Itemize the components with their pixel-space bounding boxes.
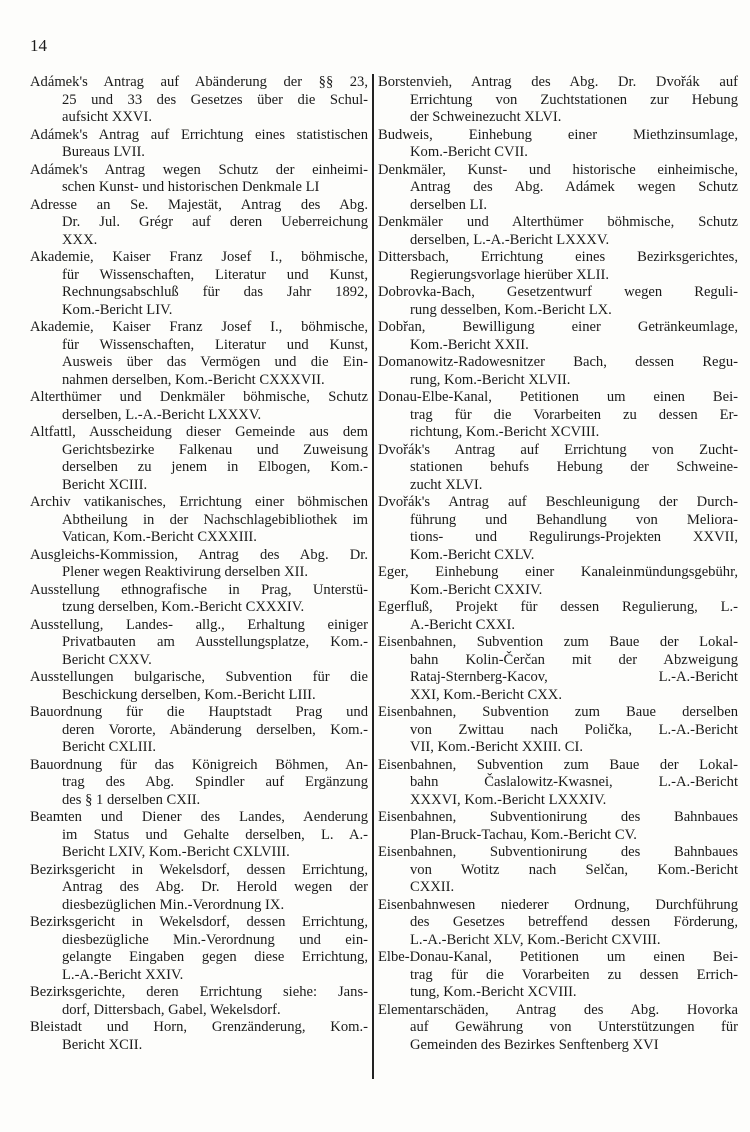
index-entry-heading-line: Dobrovka-Bach, Gesetzentwurf wegen Reguli-	[378, 284, 738, 300]
index-entry-continuation-line: aufsicht XXVI.	[62, 109, 152, 125]
index-entry	[378, 599, 738, 634]
index-entry-heading-line: Denkmäler und Alterthümer böhmische, Schutz	[378, 214, 738, 230]
index-entry-continuation-line: deren Vororte, Abänderung derselben, Kom.-	[62, 721, 368, 738]
index-entry-heading-line: Eisenbahnen, Subventionirung des Bahnbaues	[378, 809, 738, 825]
index-entry-heading-line: Eisenbahnen, Subventionirung des Bahnbaues	[378, 844, 738, 860]
index-entry-continuation-line: richtung, Kom.-Bericht XCVIII.	[410, 424, 600, 440]
index-entry-continuation-line: von Zwittau nach Polička, L.-A.-Bericht	[410, 721, 738, 738]
index-entry-continuation-line: Bericht XCII.	[62, 1036, 143, 1053]
index-entry-heading-line: Adámek's Antrag wegen Schutz der einheimi-	[30, 161, 368, 178]
index-entry-continuation-line: Plan-Bruck-Tachau, Kom.-Bericht CV.	[410, 826, 637, 843]
index-entry-heading-line: Eger, Einhebung einer Kanaleinmündungsgebühr,	[378, 564, 738, 580]
index-entry-continuation-line: trag für die Vorarbeiten zu dessen Er-	[410, 406, 738, 423]
index-entry-heading-line: Bezirksgerichte, deren Errichtung siehe: Jans-	[30, 984, 368, 1000]
index-entry-continuation-line: für Wissenschaften, Literatur und Kunst,	[62, 336, 368, 353]
index-entry	[30, 249, 368, 319]
index-entry-heading-line: Akademie, Kaiser Franz Josef I., böhmische,	[30, 249, 368, 265]
index-entry-continuation-line: Kom.-Bericht LIV.	[62, 301, 173, 318]
index-entry-heading-line: Dvořák's Antrag auf Errichtung von Zucht-	[378, 441, 738, 458]
index-entry-heading-line: Ausstellungen bulgarische, Subvention für die	[30, 669, 368, 685]
index-column-left	[30, 74, 368, 1054]
index-entry-continuation-line: Dr. Jul. Grégr auf deren Ueberreichung	[62, 214, 368, 230]
index-entry	[378, 214, 738, 249]
index-entry	[378, 162, 738, 215]
index-entry	[30, 424, 368, 494]
index-entry-continuation-line: XXXVI, Kom.-Bericht LXXXIV.	[410, 791, 607, 808]
index-entry-continuation-line: CXXII.	[410, 879, 455, 895]
index-entry-heading-line: Alterthümer und Denkmäler böhmische, Schutz	[30, 389, 368, 405]
index-entry-continuation-line: VII, Kom.-Bericht XXIII. CI.	[410, 739, 584, 755]
index-entry-heading-line: Domanowitz-Radowesnitzer Bach, dessen Regu-	[378, 354, 738, 370]
index-entry-continuation-line: A.-Bericht CXXI.	[410, 616, 515, 633]
index-entry	[378, 389, 738, 442]
index-entry	[378, 564, 738, 599]
index-entry	[378, 757, 738, 810]
index-entry-continuation-line: rung, Kom.-Bericht XLVII.	[410, 371, 571, 388]
index-entry	[30, 162, 368, 197]
index-entry-heading-line: Adresse an Se. Majestät, Antrag des Abg.	[30, 196, 368, 213]
index-entry-continuation-line: derselben LI.	[410, 196, 487, 213]
index-entry-continuation-line: bahn Časlalowitz-Kwasnei, L.-A.-Bericht	[410, 774, 738, 790]
index-entry-heading-line: Egerfluß, Projekt für dessen Regulierung, L.-	[378, 599, 738, 615]
index-entry-continuation-line: auf Gewährung von Unterstützungen für	[410, 1019, 738, 1035]
index-entry	[30, 617, 368, 670]
index-entry-heading-line: Borstenvieh, Antrag des Abg. Dr. Dvořák auf	[378, 74, 738, 90]
index-entry-heading-line: Archiv vatikanisches, Errichtung einer böhmischen	[30, 494, 368, 510]
index-entry-heading-line: Bauordnung für das Königreich Böhmen, An-	[30, 756, 368, 773]
index-entry-continuation-line: Kom.-Bericht CVII.	[410, 144, 528, 160]
page-number: 14	[30, 36, 47, 55]
index-entry-continuation-line: Gerichtsbezirke Falkenau und Zuweisung	[62, 441, 368, 458]
index-entry	[30, 862, 368, 915]
index-entry-continuation-line: Antrag des Abg. Dr. Herold wegen der	[62, 879, 368, 895]
index-entry	[378, 319, 738, 354]
index-entry-heading-line: Elementarschäden, Antrag des Abg. Hovorka	[378, 1001, 738, 1018]
index-entry	[378, 127, 738, 162]
index-entry	[30, 757, 368, 810]
index-entry-heading-line: Eisenbahnen, Subvention zum Baue der Lokal-	[378, 634, 738, 650]
index-entry-heading-line: Altfattl, Ausscheidung dieser Gemeinde aus dem	[30, 424, 368, 440]
index-entry-continuation-line: tung, Kom.-Bericht XCVIII.	[410, 984, 577, 1000]
index-entry-continuation-line: diesbezüglichen Min.-Verordnung IX.	[62, 896, 285, 913]
index-entry-continuation-line: derselben, L.-A.-Bericht LXXXV.	[62, 406, 262, 423]
index-entry-heading-line: Bezirksgericht in Wekelsdorf, dessen Errichtung,	[30, 914, 368, 930]
index-entry-continuation-line: Vatican, Kom.-Bericht CXXXIII.	[62, 529, 257, 545]
index-entry-continuation-line: des Gesetzes betreffend dessen Förderung,	[410, 914, 738, 930]
index-entry-heading-line: Ausstellung, Landes- allg., Erhaltung einiger	[30, 616, 368, 633]
index-entry-continuation-line: 25 und 33 des Gesetzes über die Schul-	[62, 91, 368, 108]
index-entry	[30, 669, 368, 704]
index-entry	[30, 494, 368, 547]
index-entry-continuation-line: Bericht CXLIII.	[62, 739, 157, 755]
index-entry-continuation-line: Ausweis über das Vermögen und die Ein-	[62, 354, 368, 370]
index-entry	[30, 319, 368, 389]
index-entry-continuation-line: Gemeinden des Bezirkes Senftenberg XVI	[410, 1036, 659, 1053]
index-entry	[30, 389, 368, 424]
index-entry-continuation-line: XXI, Kom.-Bericht CXX.	[410, 686, 562, 703]
index-entry	[30, 582, 368, 617]
index-entry-continuation-line: L.-A.-Bericht XLV, Kom.-Bericht CXVIII.	[410, 931, 661, 948]
index-entry	[378, 494, 738, 564]
index-entry-heading-line: Bleistadt und Horn, Grenzänderung, Kom.-	[30, 1019, 368, 1035]
index-entry-continuation-line: derselben zu jenem in Elbogen, Kom.-	[62, 459, 368, 475]
index-entry-continuation-line: tions- und Regulirungs-Projekten XXVII,	[410, 529, 738, 545]
index-entry-heading-line: Dvořák's Antrag auf Beschleunigung der Durch-	[378, 494, 738, 510]
index-entry	[30, 809, 368, 862]
index-entry-heading-line: Adámek's Antrag auf Errichtung eines statistischen	[30, 126, 368, 143]
index-entry-continuation-line: Bericht CXXV.	[62, 651, 152, 668]
index-entry	[378, 74, 738, 127]
index-entry-heading-line: Bezirksgericht in Wekelsdorf, dessen Errichtung,	[30, 861, 368, 878]
index-entry-continuation-line: Bureaus LVII.	[62, 144, 145, 160]
index-entry	[30, 704, 368, 757]
index-entry-heading-line: Adámek's Antrag auf Abänderung der §§ 23,	[30, 74, 368, 90]
index-entry-heading-line: Elbe-Donau-Kanal, Petitionen um einen Bei-	[378, 949, 738, 965]
index-entry-heading-line: Bauordnung für die Hauptstadt Prag und	[30, 704, 368, 720]
index-entry-heading-line: Dobřan, Bewilligung einer Getränkeumlage,	[378, 319, 738, 335]
index-entry-heading-line: Beamten und Diener des Landes, Aenderung	[30, 809, 368, 825]
index-entry-continuation-line: Rechnungsabschluß für das Jahr 1892,	[62, 284, 368, 300]
index-entry-continuation-line: Kom.-Bericht XXII.	[410, 336, 529, 353]
index-column-right	[378, 74, 738, 1054]
index-entry-continuation-line: für Wissenschaften, Literatur und Kunst,	[62, 266, 368, 283]
index-entry-heading-line: Eisenbahnen, Subvention zum Baue der Lokal-	[378, 756, 738, 773]
index-entry-heading-line: Dittersbach, Errichtung eines Bezirksgerichtes,	[378, 249, 738, 265]
index-entry-continuation-line: rung desselben, Kom.-Bericht LX.	[410, 301, 612, 318]
index-entry	[378, 949, 738, 1002]
index-entry-continuation-line: im Status und Gehalte derselben, L. A.-	[62, 826, 368, 843]
index-entry	[378, 897, 738, 950]
index-entry-continuation-line: von Wotitz nach Selčan, Kom.-Bericht	[410, 861, 738, 878]
index-entry-heading-line: Budweis, Einhebung einer Miethzinsumlage,	[378, 126, 738, 143]
index-entry-continuation-line: XXX.	[62, 231, 98, 248]
index-entry-continuation-line: Kom.-Bericht CXXIV.	[410, 581, 543, 598]
index-entry	[30, 74, 368, 127]
index-entry-heading-line: Eisenbahnen, Subvention zum Baue derselben	[378, 704, 738, 720]
index-entry-heading-line: Denkmäler, Kunst- und historische einheimische,	[378, 161, 738, 178]
index-entry	[378, 809, 738, 844]
index-entry-continuation-line: derselben, L.-A.-Bericht LXXXV.	[410, 231, 610, 248]
index-entry	[378, 634, 738, 704]
index-entry-continuation-line: bahn Kolin-Čerčan mit der Abzweigung	[410, 651, 738, 668]
index-entry	[378, 354, 738, 389]
index-entry-continuation-line: Bericht XCIII.	[62, 476, 148, 493]
index-entry-continuation-line: Abtheilung in der Nachschlagebibliothek im	[62, 511, 368, 528]
index-entry-continuation-line: zucht XLVI.	[410, 476, 483, 493]
index-entry-heading-line: Eisenbahnwesen niederer Ordnung, Durchführung	[378, 896, 738, 913]
index-entry-continuation-line: nahmen derselben, Kom.-Bericht CXXXVII.	[62, 371, 325, 388]
index-entry-continuation-line: Plener wegen Reaktivirung derselben XII.	[62, 564, 308, 580]
index-entry	[378, 704, 738, 757]
index-entry-continuation-line: führung und Behandlung von Meliora-	[410, 511, 738, 528]
index-entry-continuation-line: diesbezügliche Min.-Verordnung und ein-	[62, 931, 368, 948]
index-entry	[378, 249, 738, 284]
index-entry-continuation-line: Privatbauten am Ausstellungsplatze, Kom.-	[62, 634, 368, 650]
index-entry-heading-line: Ausstellung ethnografische in Prag, Unterstü-	[30, 581, 368, 598]
index-entry-continuation-line: Kom.-Bericht CXLV.	[410, 546, 535, 563]
index-entry-continuation-line: schen Kunst- und historischen Denkmale LI	[62, 179, 320, 195]
index-entry-continuation-line: trag für die Vorarbeiten zu dessen Errich-	[410, 966, 738, 983]
index-entry	[378, 1002, 738, 1055]
index-entry-continuation-line: stationen behufs Hebung der Schweine-	[410, 459, 738, 475]
index-entry-heading-line: Ausgleichs-Kommission, Antrag des Abg. Dr.	[30, 546, 368, 563]
index-entry	[30, 547, 368, 582]
index-entry-continuation-line: Errichtung von Zuchtstationen zur Hebung	[410, 91, 738, 108]
index-entry	[30, 1019, 368, 1054]
index-entry-continuation-line: Rataj-Sternberg-Kacov, L.-A.-Bericht	[410, 669, 738, 685]
index-entry	[30, 914, 368, 984]
index-entry	[30, 984, 368, 1019]
index-entry-continuation-line: Bericht LXIV, Kom.-Bericht CXLVIII.	[62, 844, 290, 860]
index-entry-continuation-line: des § 1 derselben CXII.	[62, 791, 201, 808]
index-entry-continuation-line: L.-A.-Bericht XXIV.	[62, 966, 184, 983]
index-entry-heading-line: Donau-Elbe-Kanal, Petitionen um einen Bei-	[378, 389, 738, 405]
index-entry-continuation-line: Antrag des Abg. Adámek wegen Schutz	[410, 179, 738, 195]
index-entry	[30, 197, 368, 250]
index-entry	[378, 844, 738, 897]
index-entry	[30, 127, 368, 162]
column-divider	[372, 74, 374, 1079]
index-entry-continuation-line: trag des Abg. Spindler auf Ergänzung	[62, 774, 368, 790]
index-entry-continuation-line: Regierungsvorlage hierüber XLII.	[410, 266, 609, 283]
index-entry	[378, 442, 738, 495]
index-entry-continuation-line: der Schweinezucht XLVI.	[410, 109, 562, 125]
index-entry-continuation-line: dorf, Dittersbach, Gabel, Wekelsdorf.	[62, 1001, 281, 1018]
index-entry	[378, 284, 738, 319]
index-entry-continuation-line: Beschickung derselben, Kom.-Bericht LIII.	[62, 686, 316, 703]
index-entry-heading-line: Akademie, Kaiser Franz Josef I., böhmische,	[30, 319, 368, 335]
index-entry-continuation-line: tzung derselben, Kom.-Bericht CXXXIV.	[62, 599, 305, 615]
index-entry-continuation-line: gelangte Eingaben gegen diese Errichtung,	[62, 949, 368, 965]
